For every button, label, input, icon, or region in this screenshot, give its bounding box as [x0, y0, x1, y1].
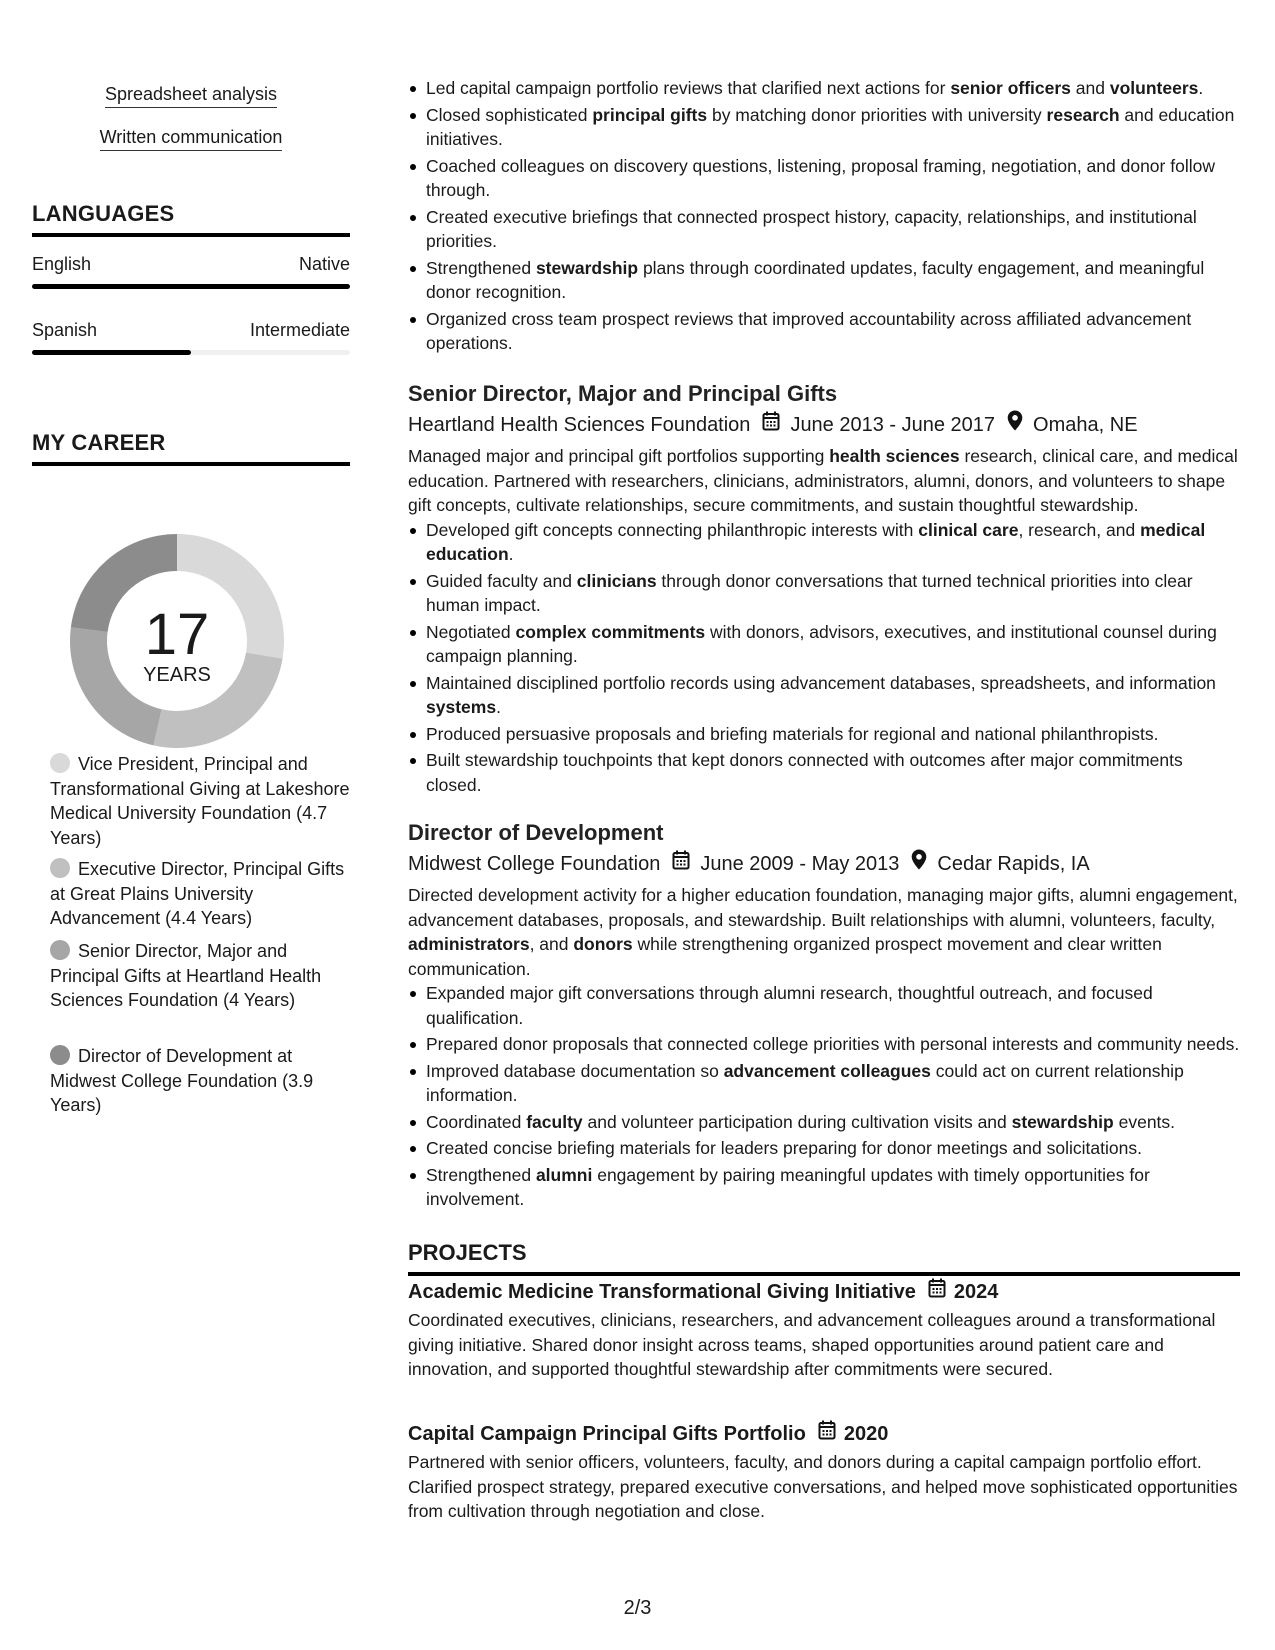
career-legend-item — [50, 752, 350, 850]
text-run: Built stewardship touchpoints that kept donors connected with outcomes after major commitments closed. — [426, 750, 1183, 795]
bullet-item — [408, 76, 1240, 101]
text-run: Coordinated — [426, 1111, 527, 1132]
text-run: and volunteer participation during cultivation visits and — [582, 1111, 1012, 1132]
job-bullets — [408, 981, 1240, 1212]
text-run: while strengthening organized prospect movement and clear written communication. — [408, 934, 1162, 979]
project-entry — [408, 1278, 1240, 1382]
legend-label: Vice President, Principal and Transformational Giving at Lakeshore Medical University Foundation (4.7 Years) — [50, 754, 350, 848]
skill-written-communication: Written communication — [32, 127, 350, 148]
emphasis-text: senior officers — [950, 78, 1071, 98]
project-title: Capital Campaign Principal Gifts Portfolio — [408, 1423, 806, 1445]
text-run: . — [1198, 78, 1204, 98]
location-pin-icon — [911, 849, 927, 879]
emphasis-text: advancement colleagues — [723, 1060, 931, 1081]
job-summary — [408, 883, 1240, 981]
calendar-icon — [928, 1278, 946, 1306]
text-run: Strengthened — [426, 1164, 536, 1185]
project-description: Partnered with senior officers, volunteers, faculty, and donors during a capital campaign portfolio effort. Clarified prospect strategy, prepared executive conversations, and helped move sophisticated opportunities from cultivation through negotiation and close. — [408, 1452, 1238, 1521]
language-name: English — [32, 254, 92, 274]
career-donut-chart — [64, 528, 290, 754]
text-run: , research, and — [1018, 519, 1141, 540]
bullet-item — [408, 1136, 1240, 1161]
page-number: 2/3 — [623, 1597, 652, 1619]
emphasis-text: principal gifts — [592, 104, 708, 125]
bullet-item — [408, 205, 1240, 254]
text-run: plans through coordinated updates, faculty engagement, and meaningful donor recognition. — [426, 257, 1205, 302]
job-location: Cedar Rapids, IA — [937, 853, 1090, 875]
career-total-years: 17 — [144, 602, 210, 667]
text-run: Closed sophisticated — [426, 104, 593, 125]
project-entry — [408, 1420, 1240, 1524]
text-run: Produced persuasive proposals and briefing materials for regional and national philanthropists. — [426, 723, 1159, 744]
previous-job-bullets — [408, 76, 1240, 358]
text-run: by matching donor priorities with university — [707, 104, 1047, 125]
job-meta — [408, 849, 1240, 879]
bullet-item — [408, 722, 1240, 747]
emphasis-text: clinical care — [918, 519, 1019, 540]
location-pin-icon — [1007, 410, 1023, 440]
text-run: Managed major and principal gift portfolios supporting — [408, 446, 830, 466]
text-run: Directed development activity for a higher education foundation, managing major gifts, alumni engagement, advancement databases, proposals, and stewardship. Built relationships with alumni, volunteers, faculty, — [408, 885, 1238, 930]
job-org: Heartland Health Sciences Foundation — [408, 414, 751, 436]
emphasis-text: administrators — [408, 934, 530, 954]
job-meta — [408, 410, 1240, 440]
bullet-item — [408, 1110, 1240, 1135]
text-run: Maintained disciplined portfolio records using advancement databases, spreadsheets, and information — [426, 672, 1216, 693]
job-bullets — [408, 518, 1240, 798]
language-name: Spanish — [32, 320, 98, 340]
emphasis-text: faculty — [526, 1111, 583, 1132]
legend-dot-icon — [50, 858, 70, 878]
text-run: could act on current relationship information. — [426, 1060, 1184, 1105]
job-title: Director of Development — [408, 820, 664, 845]
language-level: Native — [298, 254, 350, 274]
legend-label: Senior Director, Major and Principal Gifts at Heartland Health Sciences Foundation (4 Years) — [50, 941, 322, 1010]
project-title-row — [408, 1278, 1240, 1306]
emphasis-text: stewardship — [535, 257, 639, 278]
bullet-item — [408, 103, 1240, 152]
emphasis-text: medical education — [426, 519, 1206, 564]
language-bar-fill — [32, 284, 350, 289]
job-org: Midwest College Foundation — [408, 853, 661, 875]
emphasis-text: clinicians — [576, 570, 657, 591]
project-title-row — [408, 1420, 1240, 1448]
language-bar-english — [32, 284, 350, 289]
text-run: Negotiated — [426, 621, 516, 642]
bullet-item — [408, 256, 1240, 305]
bullet-item — [408, 1059, 1240, 1108]
bullet-item — [408, 569, 1240, 618]
emphasis-text: alumni — [535, 1164, 593, 1185]
emphasis-text: stewardship — [1011, 1111, 1114, 1132]
job-title: Senior Director, Major and Principal Gifts — [408, 381, 838, 406]
text-run: events. — [1113, 1111, 1176, 1132]
job-entry — [408, 819, 1240, 1214]
project-description: Coordinated executives, clinicians, researchers, and advancement colleagues around a transformational giving initiative. Shared donor insight across teams, shaped opportunities around patient care and innovation, and supported thoughtful stewardship after commitments were secured. — [408, 1310, 1216, 1379]
emphasis-text: donors — [573, 934, 633, 954]
text-run: Developed gift concepts connecting philanthropic interests with — [426, 519, 919, 540]
text-run: Guided faculty and — [426, 570, 577, 591]
text-run: Organized cross team prospect reviews that improved accountability across affiliated advancement operations. — [426, 308, 1192, 353]
bullet-item — [408, 748, 1240, 797]
legend-dot-icon — [50, 940, 70, 960]
text-run: Led capital campaign portfolio reviews that clarified next actions for — [426, 78, 951, 98]
text-run: Created executive briefings that connected prospect history, capacity, relationships, and institutional priorities. — [426, 206, 1197, 251]
text-run: and — [1070, 78, 1110, 98]
text-run: , and — [529, 934, 574, 954]
languages-heading: LANGUAGES — [32, 201, 350, 237]
calendar-icon — [672, 849, 690, 879]
text-run: Strengthened — [426, 257, 536, 278]
career-legend-item — [50, 857, 350, 931]
legend-dot-icon — [50, 1045, 70, 1065]
text-run: with donors, advisors, executives, and institutional counsel during campaign planning. — [426, 621, 1217, 666]
calendar-icon — [762, 410, 780, 440]
emphasis-text: systems — [426, 697, 497, 717]
text-run: Created concise briefing materials for leaders preparing for donor meetings and solicitations. — [426, 1138, 1142, 1158]
language-row-english — [32, 254, 350, 275]
skill-spreadsheet-analysis: Spreadsheet analysis — [32, 84, 350, 105]
text-run: and education initiatives. — [426, 104, 1235, 149]
bullet-item — [408, 981, 1240, 1030]
text-run: through donor conversations that turned technical priorities into clear human impact. — [426, 570, 1193, 615]
language-bar-spanish — [32, 350, 350, 355]
project-title: Academic Medicine Transformational Giving Initiative — [408, 1281, 916, 1303]
career-legend-item — [50, 1044, 350, 1118]
language-bar-fill — [32, 350, 191, 355]
emphasis-text: research — [1046, 104, 1120, 125]
bullet-item — [408, 671, 1240, 720]
job-location: Omaha, NE — [1033, 414, 1138, 436]
career-total-unit: YEARS — [143, 664, 211, 686]
projects-heading: PROJECTS — [408, 1241, 1240, 1276]
bullet-item — [408, 1032, 1240, 1057]
job-dates: June 2009 - May 2013 — [700, 853, 900, 875]
calendar-icon — [818, 1420, 836, 1448]
text-run: research, clinical care, and medical education. Partnered with researchers, clinicians, administrators, alumni, donors, and volunteers to shape gift concepts, cultivate relationships, secure commitments, and sustain thoughtful stewardship. — [408, 446, 1238, 515]
job-dates: June 2013 - June 2017 — [790, 414, 996, 436]
legend-label: Executive Director, Principal Gifts at Great Plains University Advancement (4.4 Years) — [50, 859, 345, 928]
career-heading: MY CAREER — [32, 430, 350, 466]
text-run: engagement by pairing meaningful updates with timely opportunities for involvement. — [426, 1164, 1150, 1209]
legend-label: Director of Development at Midwest College Foundation (3.9 Years) — [50, 1046, 314, 1115]
emphasis-text: health sciences — [829, 446, 960, 466]
emphasis-text: complex commitments — [515, 621, 706, 642]
bullet-item — [408, 620, 1240, 669]
emphasis-text: volunteers — [1109, 78, 1199, 98]
text-run: . — [496, 697, 501, 717]
legend-dot-icon — [50, 753, 70, 773]
bullet-item — [408, 307, 1240, 356]
job-entry — [408, 380, 1240, 799]
text-run: Expanded major gift conversations through alumni research, thoughtful outreach, and focused qualification. — [426, 983, 1153, 1028]
job-summary — [408, 444, 1240, 518]
text-run: Coached colleagues on discovery questions, listening, proposal framing, negotiation, and donor follow through. — [426, 155, 1215, 200]
bullet-item — [408, 154, 1240, 203]
career-legend-item — [50, 939, 350, 1013]
bullet-item — [408, 518, 1240, 567]
language-level: Intermediate — [249, 320, 350, 340]
text-run: . — [508, 544, 514, 564]
bullet-item — [408, 1163, 1240, 1212]
language-row-spanish — [32, 320, 350, 341]
text-run: Improved database documentation so — [426, 1060, 724, 1081]
project-year: 2020 — [843, 1423, 889, 1445]
project-year: 2024 — [953, 1281, 999, 1303]
text-run: Prepared donor proposals that connected college priorities with personal interests and community needs. — [426, 1034, 1240, 1054]
